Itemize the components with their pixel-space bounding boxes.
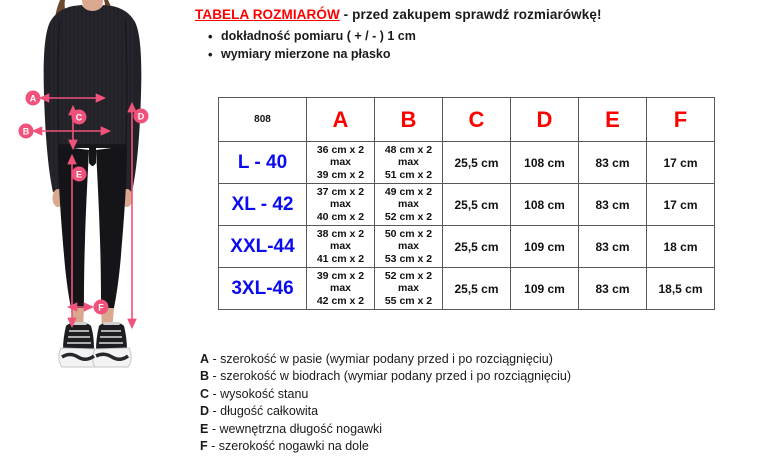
table-row <box>219 184 715 226</box>
cell-F: 18 cm <box>647 226 715 268</box>
cell-line: 38 cm x 2 <box>316 227 365 240</box>
title-rest: - przed zakupem sprawdź rozmiarówkę! <box>339 7 602 22</box>
notes-list <box>195 28 760 63</box>
cell-line: 39 cm x 2 <box>316 168 365 181</box>
column-header-C: C <box>443 98 511 142</box>
cell-line: 51 cm x 2 <box>384 168 433 181</box>
legend-item-E: E - wewnętrzna długość nogawki <box>200 421 383 436</box>
cell-line: 52 cm x 2 <box>384 210 433 223</box>
note-item-2: • wymiary mierzone na płasko <box>208 46 760 64</box>
table-row <box>219 268 715 310</box>
cell-line: 53 cm x 2 <box>384 252 433 265</box>
legend-item-B: B - szerokość w biodrach (wymiar podany przed i po rozciągnięciu) <box>200 369 571 384</box>
column-header-A: A <box>307 98 375 142</box>
svg-text:D: D <box>137 111 145 122</box>
cell-F: 18,5 cm <box>647 268 715 310</box>
title-highlight: TABELA ROZMIARÓW <box>195 7 340 22</box>
column-header-E: E <box>579 98 647 142</box>
page-title <box>195 7 760 22</box>
size-table <box>218 97 715 310</box>
cell-E: 83 cm <box>579 226 647 268</box>
size-label-cell: L - 40 <box>219 142 307 184</box>
cell-line: 52 cm x 2 <box>384 269 433 282</box>
cell-line: max <box>329 240 351 253</box>
cell-line: 36 cm x 2 <box>316 143 365 156</box>
cell-line: 39 cm x 2 <box>316 269 365 282</box>
table-row <box>219 226 715 268</box>
cell-B <box>375 142 443 184</box>
cell-D: 109 cm <box>511 268 579 310</box>
cell-A <box>307 184 375 226</box>
cell-C: 25,5 cm <box>443 268 511 310</box>
legend-letter: E <box>200 421 209 436</box>
column-header-F: F <box>647 98 715 142</box>
legend-letter: C <box>200 386 210 401</box>
cell-E: 83 cm <box>579 142 647 184</box>
svg-text:F: F <box>98 302 104 313</box>
legend-item-C: C - wysokość stanu <box>200 386 309 401</box>
legend-letter: A <box>200 352 210 366</box>
cell-line: max <box>329 282 351 295</box>
cell-F: 17 cm <box>647 142 715 184</box>
cell-line: 49 cm x 2 <box>384 185 433 198</box>
svg-text:E: E <box>75 169 83 180</box>
cell-line: max <box>329 156 351 169</box>
marker-badge-A <box>26 91 41 106</box>
marker-badge-E <box>72 167 87 182</box>
legend-letter: D <box>200 404 210 419</box>
cell-F: 17 cm <box>647 184 715 226</box>
cell-line: max <box>397 282 419 295</box>
cell-line: 42 cm x 2 <box>316 294 365 307</box>
marker-badge-B <box>19 124 34 139</box>
legend-item-A: A - szerokość w pasie (wymiar podany przed i po rozciągnięciu) <box>200 352 553 366</box>
cell-line: max <box>397 156 419 169</box>
cell-line: max <box>329 198 351 211</box>
svg-text:A: A <box>29 93 37 104</box>
legend-letter: B <box>200 369 210 384</box>
cell-line: max <box>397 240 419 253</box>
cell-C: 25,5 cm <box>443 184 511 226</box>
cell-B <box>375 268 443 310</box>
cell-A <box>307 142 375 184</box>
svg-text:C: C <box>75 112 83 123</box>
cell-line: 50 cm x 2 <box>384 227 433 240</box>
cell-A <box>307 226 375 268</box>
cell-A <box>307 268 375 310</box>
legend-letter: F <box>200 439 208 454</box>
cell-D: 109 cm <box>511 226 579 268</box>
cell-line: 37 cm x 2 <box>316 185 365 198</box>
note-item-1: • dokładność pomiaru ( + / - ) 1 cm <box>208 28 760 46</box>
cell-C: 25,5 cm <box>443 142 511 184</box>
column-header-D: D <box>511 98 579 142</box>
measurement-figure <box>0 0 185 412</box>
model-photo <box>0 0 185 412</box>
cell-line: 40 cm x 2 <box>316 210 365 223</box>
marker-badge-F <box>94 300 109 315</box>
column-header-B: B <box>375 98 443 142</box>
size-label-cell: 3XL-46 <box>219 268 307 310</box>
size-label-cell: XXL-44 <box>219 226 307 268</box>
cell-line: 41 cm x 2 <box>316 252 365 265</box>
cell-E: 83 cm <box>579 268 647 310</box>
legend-item-D: D - długość całkowita <box>200 404 319 419</box>
cell-E: 83 cm <box>579 184 647 226</box>
marker-badge-C <box>72 110 87 125</box>
cell-D: 108 cm <box>511 184 579 226</box>
cell-C: 25,5 cm <box>443 226 511 268</box>
cell-line: 55 cm x 2 <box>384 294 433 307</box>
cell-B <box>375 184 443 226</box>
svg-text:B: B <box>22 126 30 137</box>
legend-item-F: F - szerokość nogawki na dole <box>200 439 369 454</box>
table-row <box>219 142 715 184</box>
measurement-legend <box>200 351 700 455</box>
marker-badge-D <box>134 109 149 124</box>
cell-D: 108 cm <box>511 142 579 184</box>
cell-line: 48 cm x 2 <box>384 143 433 156</box>
page-header <box>195 7 760 63</box>
size-table-header-row <box>219 98 715 142</box>
cell-B <box>375 226 443 268</box>
size-label-cell: XL - 42 <box>219 184 307 226</box>
cell-line: max <box>397 198 419 211</box>
model-number-cell: 808 <box>219 98 307 142</box>
